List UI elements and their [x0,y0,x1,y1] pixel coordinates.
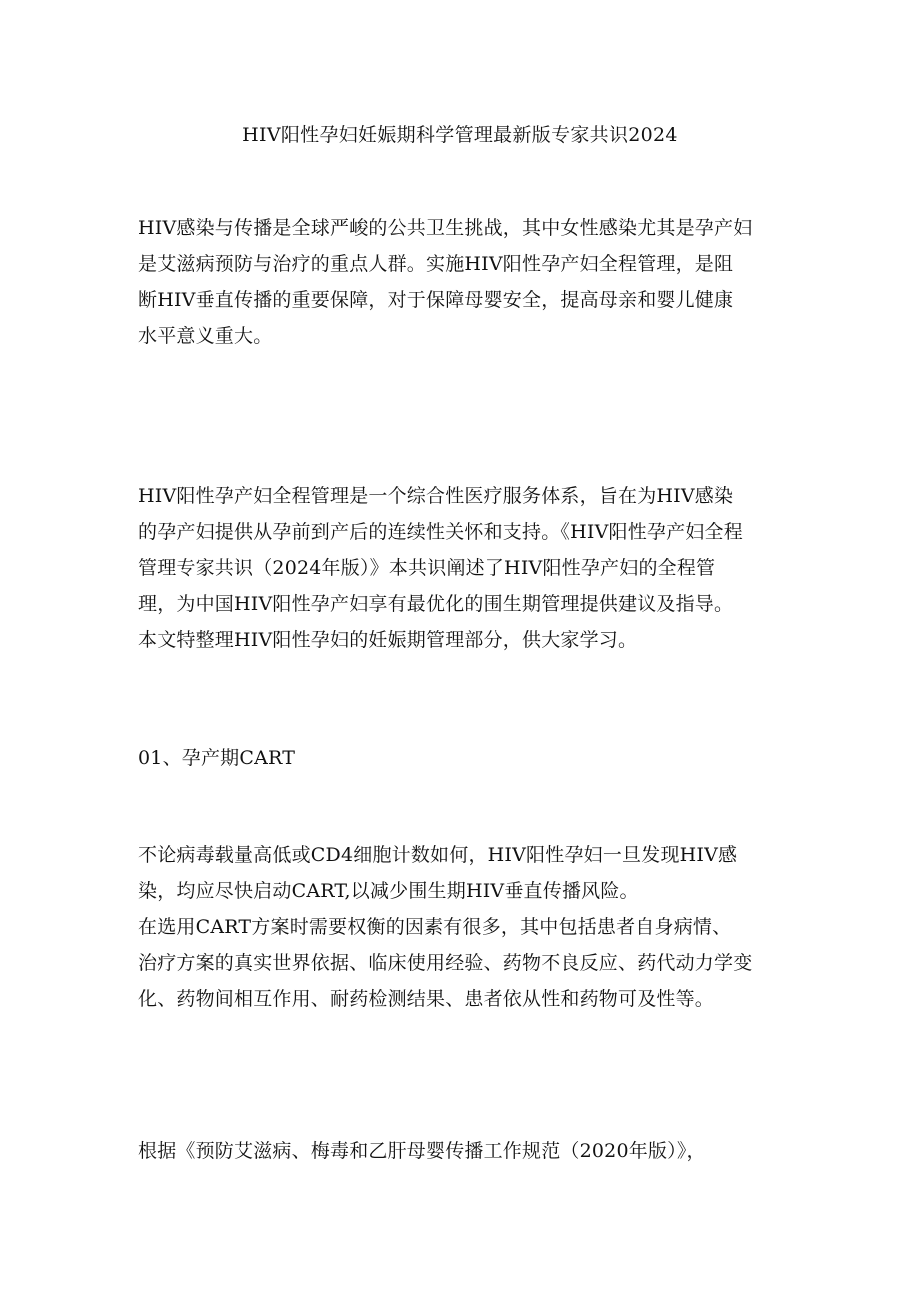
paragraph-cart [138,837,788,1017]
text-line: 化、药物间相互作用、耐药检测结果、患者依从性和药物可及性等。 [138,988,715,1010]
section-heading-text: 01、孕产期CART [138,747,296,769]
text-line: HIV阳性孕产妇全程管理是一个综合性医疗服务体系，旨在为HIV感染 [138,485,734,507]
text-line: 是艾滋病预防与治疗的重点人群。实施HIV阳性孕产妇全程管理，是阻 [138,253,734,275]
text-line: 水平意义重大。 [138,325,273,347]
section-heading [138,740,788,776]
text-line: 不论病毒载量高低或CD4细胞计数如何，HIV阳性孕妇一旦发现HIV感 [138,844,738,866]
document-title: HIV阳性孕妇妊娠期科学管理最新版专家共识2024 [242,124,678,146]
text-line: 理，为中国HIV阳性孕产妇享有最优化的围生期管理提供建议及指导。 [138,593,734,615]
paragraph-guideline [138,1133,788,1169]
text-line: 本文特整理HIV阳性孕妇的妊娠期管理部分，供大家学习。 [138,629,638,651]
text-line: 断HIV垂直传播的重要保障，对于保障母婴安全，提高母亲和婴儿健康 [138,289,734,311]
text-line: 根据《预防艾滋病、梅毒和乙肝母婴传播工作规范（2020年版）》， [138,1140,706,1162]
text-line: 的孕产妇提供从孕前到产后的连续性关怀和支持。《HIV阳性孕产妇全程 [138,521,743,543]
paragraph-intro [138,210,788,354]
text-line: 在选用CART方案时需要权衡的因素有很多，其中包括患者自身病情、 [138,916,732,938]
text-line: 管理专家共识（2024年版）》本共识阐述了HIV阳性孕产妇的全程管 [138,557,716,579]
text-line: 治疗方案的真实世界依据、临床使用经验、药物不良反应、药代动力学变 [138,952,753,974]
text-line: 染，均应尽快启动CART,以减少围生期HIV垂直传播风险。 [138,880,639,902]
paragraph-management [138,478,788,658]
text-line: HIV感染与传播是全球严峻的公共卫生挑战，其中女性感染尤其是孕产妇 [138,217,753,239]
